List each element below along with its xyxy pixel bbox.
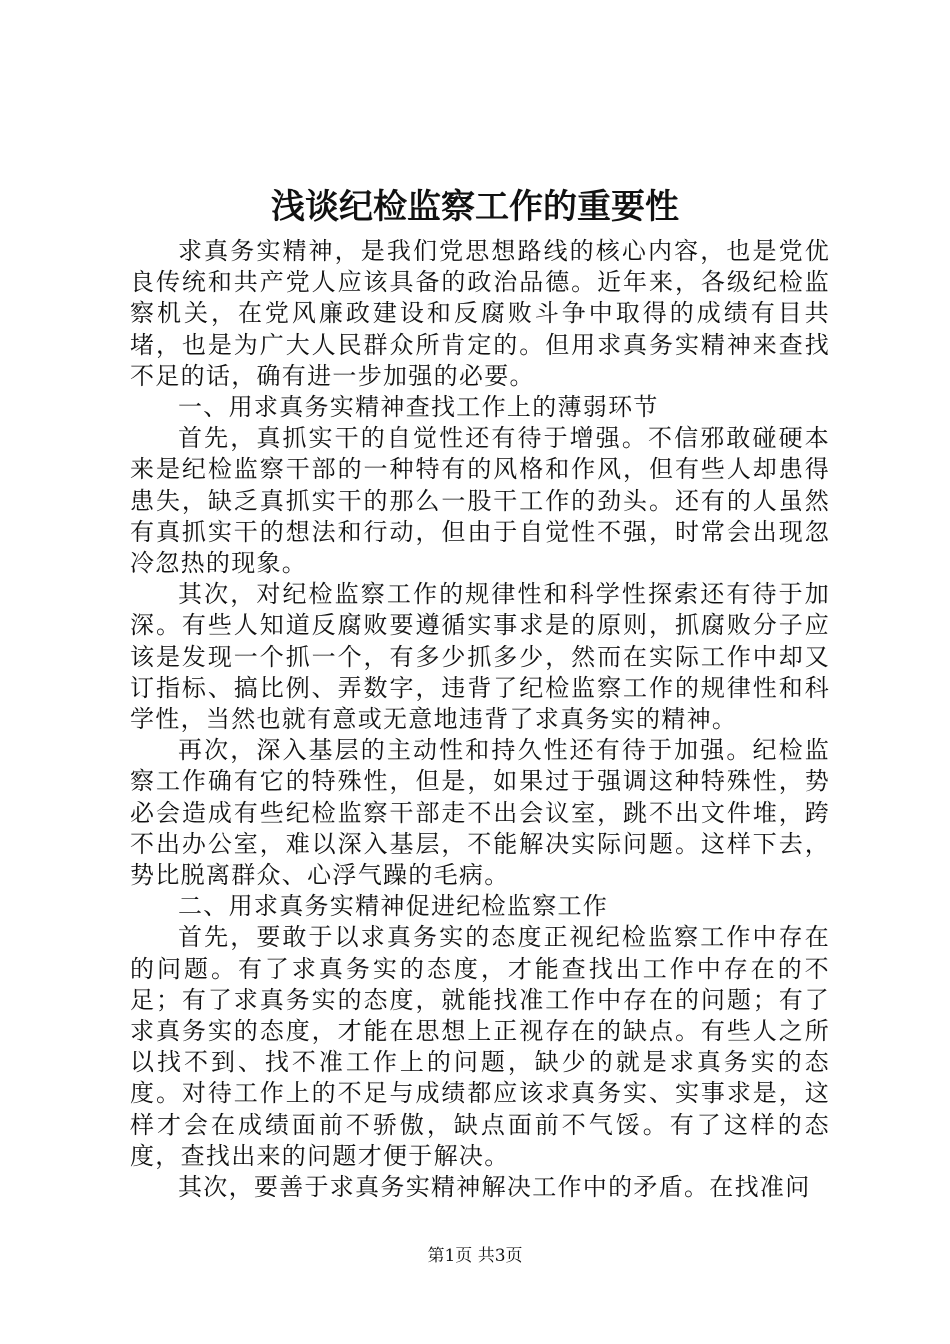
document-title: 浅谈纪检监察工作的重要性 bbox=[271, 187, 679, 227]
paragraph-second: 其次，对纪检监察工作的规律性和科学性探索还有待于加深。有些人知道反腐败要遵循实事求是的原则，抓腐败分子应该是发现一个抓一个，有多少抓多少，然而在实际工作中却又订指标、搞比例、弄数字，违背了纪检监察工作的规律性和科学性，当然也就有意或无意地违背了求真务实的精神。 bbox=[130, 580, 830, 734]
paragraph-fourth: 首先，要敢于以求真务实的态度正视纪检监察工作中存在的问题。有了求真务实的态度，才能查找出工作中存在的不足；有了求真务实的态度，就能找准工作中存在的问题；有了求真务实的态度，才能在思想上正视存在的缺点。有些人之所以找不到、找不准工作上的问题，缺少的就是求真务实的态度。对待工作上的不足与成绩都应该求真务实、实事求是，这样才会在成绩面前不骄傲，缺点面前不气馁。有了这样的态度，查找出来的问题才便于解决。 bbox=[130, 923, 830, 1170]
page-footer: 第1页 共3页 bbox=[427, 1246, 523, 1266]
paragraph-fifth: 其次，要善于求真务实精神解决工作中的矛盾。在找准问 bbox=[178, 1173, 811, 1202]
section-heading-1: 一、用求真务实精神查找工作上的薄弱环节 bbox=[178, 393, 659, 422]
paragraph-third: 再次，深入基层的主动性和持久性还有待于加强。纪检监察工作确有它的特殊性，但是，如果过于强调这种特殊性，势必会造成有些纪检监察干部走不出会议室，跳不出文件堆，跨不出办公室，难以深入基层，不能解决实际问题。这样下去，势比脱离群众、心浮气躁的毛病。 bbox=[130, 736, 830, 890]
paragraph-intro: 求真务实精神，是我们党思想路线的核心内容，也是党优良传统和共产党人应该具备的政治品德。近年来，各级纪检监察机关，在党风廉政建设和反腐败斗争中取得的成绩有目共堵，也是为广大人民群众所肯定的。但用求真务实精神来查找不足的话，确有进一步加强的必要。 bbox=[130, 237, 830, 390]
section-heading-2: 二、用求真务实精神促进纪检监察工作 bbox=[178, 892, 609, 921]
document-body bbox=[130, 236, 830, 1203]
paragraph-first: 首先，真抓实干的自觉性还有待于增强。不信邪敢碰硬本来是纪检监察干部的一种特有的风格和作风，但有些人却患得患失，缺乏真抓实干的那么一股干工作的劲头。还有的人虽然有真抓实干的想法和行动，但由于自觉性不强，时常会出现忽冷忽热的现象。 bbox=[130, 424, 830, 578]
